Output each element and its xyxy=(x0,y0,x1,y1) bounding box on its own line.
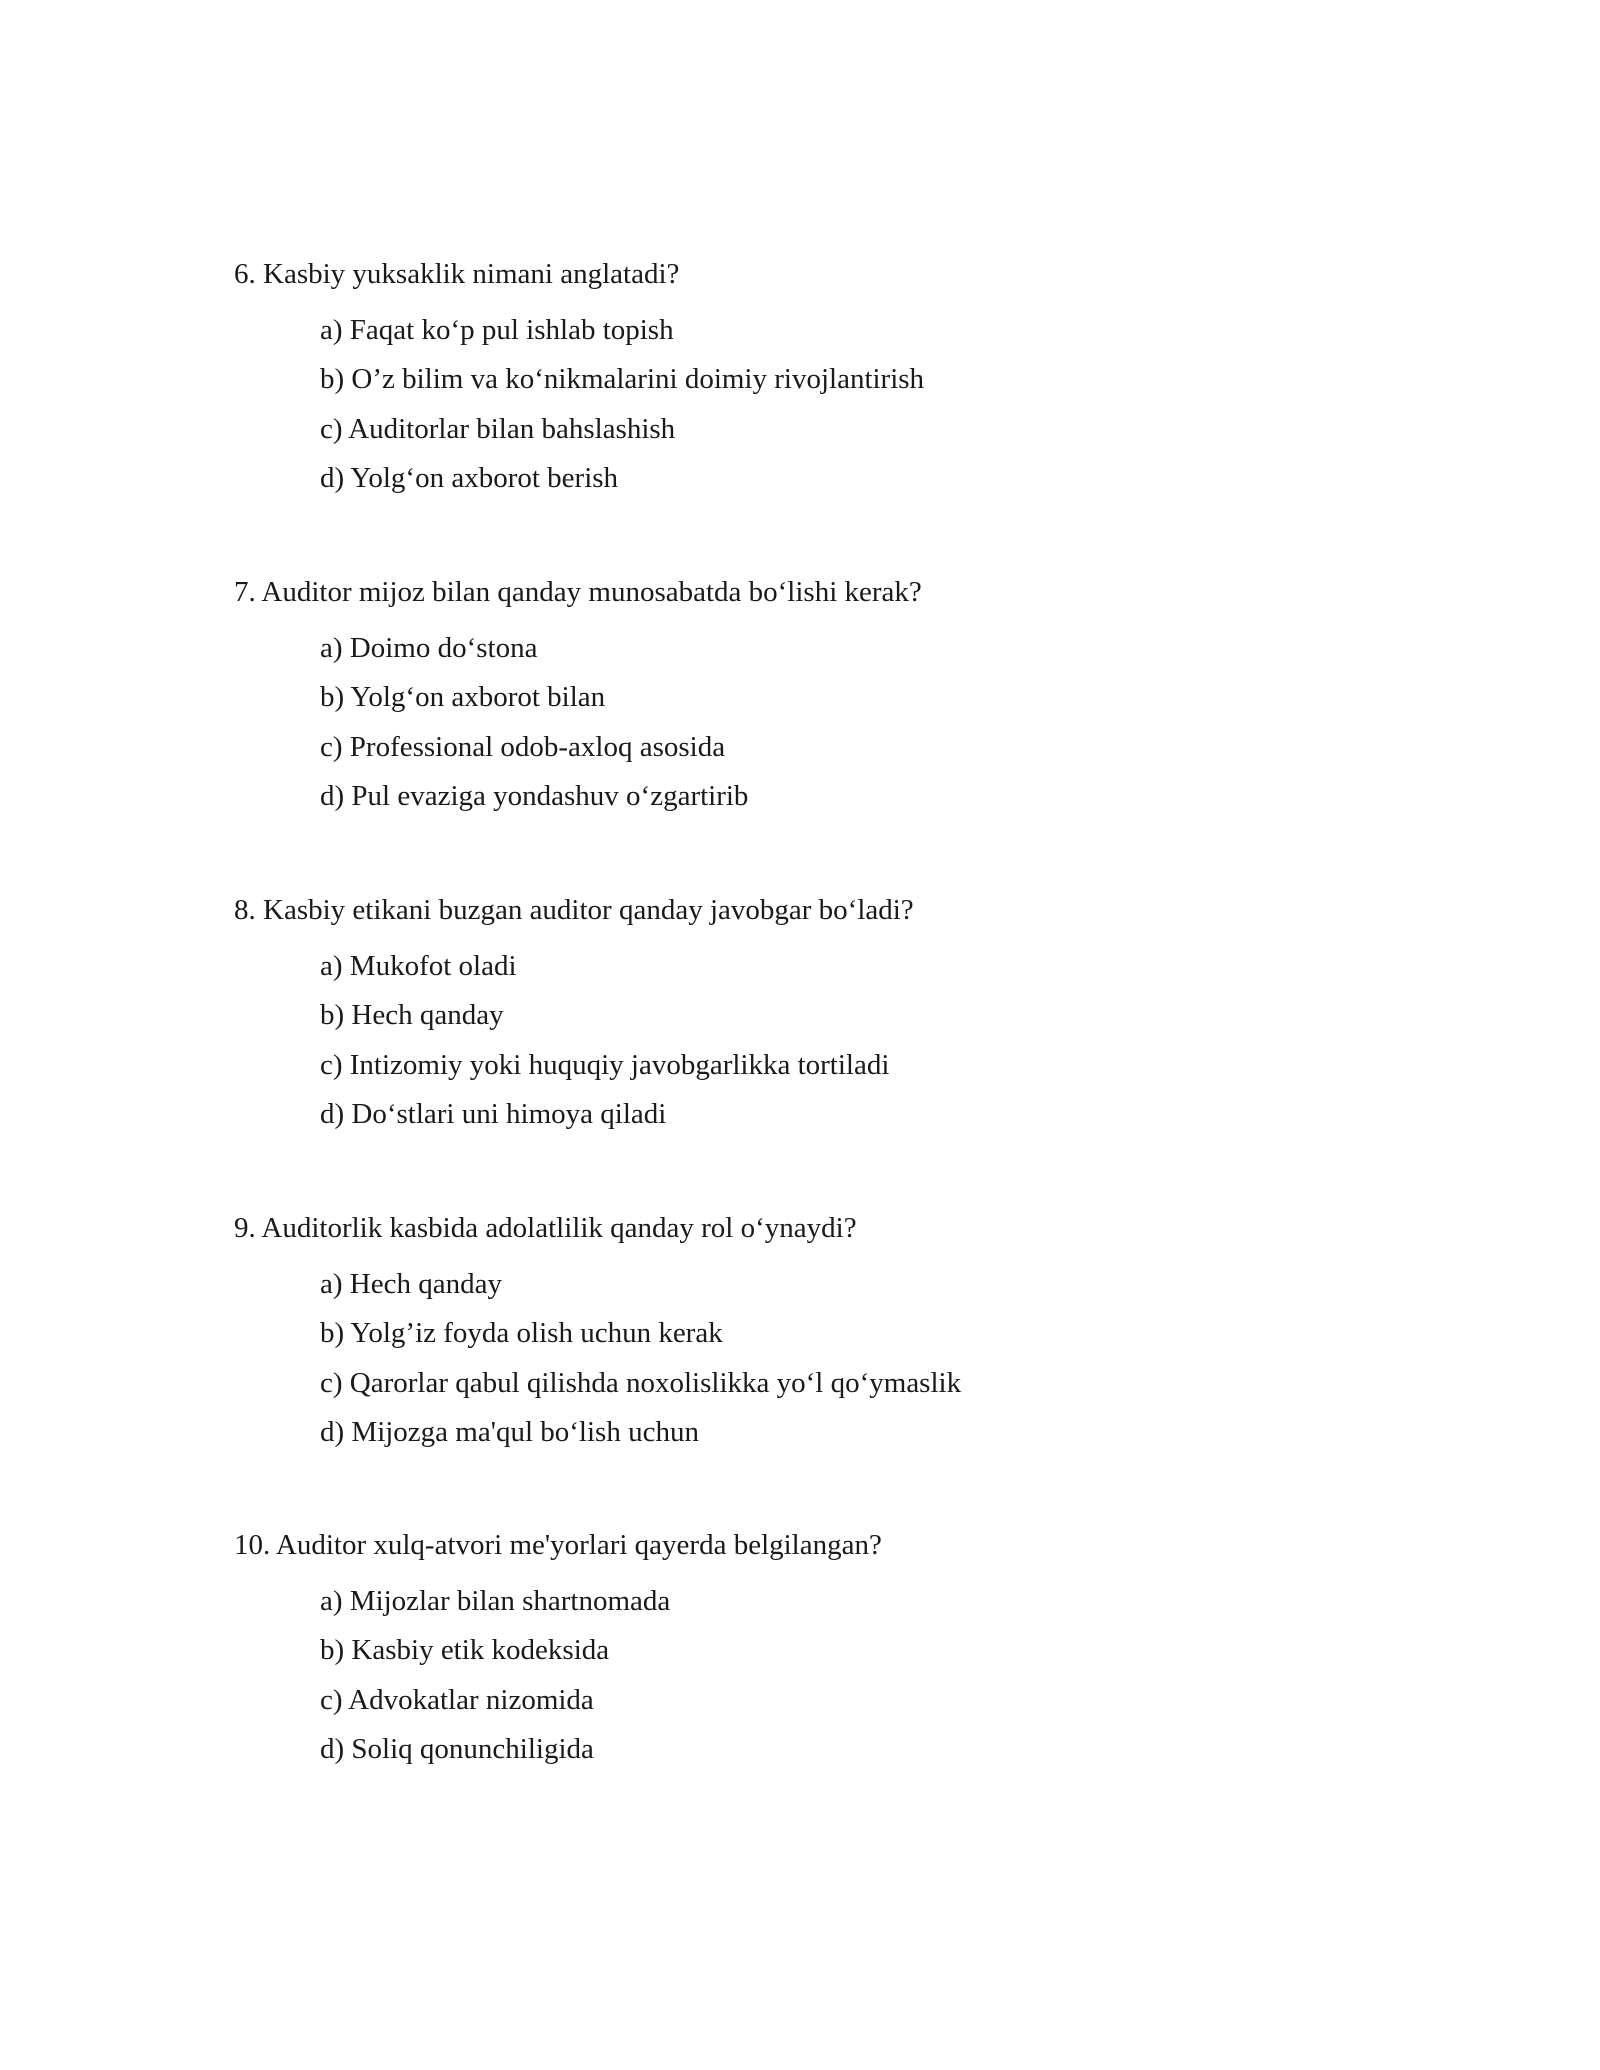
answer-option-a: a) Doimo do‘stona xyxy=(320,632,538,664)
answer-option-b: b) Yolg‘on axborot bilan xyxy=(320,681,606,714)
question-text: 9. Auditorlik kasbida adolatlilik qanday rol o‘ynaydi? xyxy=(234,1212,857,1244)
question-text: 10. Auditor xulq-atvori me'yorlari qayerda belgilangan? xyxy=(234,1529,882,1561)
question-9 xyxy=(234,1210,1434,1463)
answer-option-c: c) Qarorlar qabul qilishda noxolislikka yo‘l qo‘ymaslik xyxy=(320,1366,962,1399)
question-text: 7. Auditor mijoz bilan qanday munosabatda bo‘lishi kerak? xyxy=(234,576,922,608)
answer-option-a: a) Mijozlar bilan shartnomada xyxy=(320,1585,671,1617)
answer-option-a: a) Faqat ko‘p pul ishlab topish xyxy=(320,314,674,346)
answer-option-d: d) Mijozga ma'qul bo‘lish uchun xyxy=(320,1415,699,1448)
answer-option-b: b) O’z bilim va ko‘nikmalarini doimiy rivojlantirish xyxy=(320,363,925,396)
answer-options xyxy=(234,1266,1434,1463)
answer-option-d: d) Soliq qonunchiligida xyxy=(320,1732,594,1765)
answer-option-d: d) Do‘stlari uni himoya qiladi xyxy=(320,1097,667,1130)
answer-option-c: c) Intizomiy yoki huquqiy javobgarlikka tortiladi xyxy=(320,1048,890,1081)
question-text: 6. Kasbiy yuksaklik nimani anglatadi? xyxy=(234,258,680,290)
answer-options xyxy=(234,1583,1434,1780)
question-text: 8. Kasbiy etikani buzgan auditor qanday javobgar bo‘ladi? xyxy=(234,894,914,926)
answer-option-c: c) Advokatlar nizomida xyxy=(320,1683,594,1716)
question-10 xyxy=(234,1527,1434,1780)
question-6 xyxy=(234,256,1434,509)
answer-options xyxy=(234,630,1434,827)
question-7 xyxy=(234,574,1434,827)
answer-option-d: d) Pul evaziga yondashuv o‘zgartirib xyxy=(320,779,749,812)
answer-option-b: b) Kasbiy etik kodeksida xyxy=(320,1634,610,1667)
question-8 xyxy=(234,892,1434,1145)
answer-options xyxy=(234,312,1434,509)
answer-option-b: b) Yolg’iz foyda olish uchun kerak xyxy=(320,1317,723,1350)
answer-options xyxy=(234,948,1434,1145)
answer-option-d: d) Yolg‘on axborot berish xyxy=(320,461,619,494)
answer-option-c: c) Auditorlar bilan bahslashish xyxy=(320,412,676,445)
answer-option-a: a) Mukofot oladi xyxy=(320,950,517,982)
answer-option-b: b) Hech qanday xyxy=(320,999,504,1032)
answer-option-a: a) Hech qanday xyxy=(320,1268,502,1300)
answer-option-c: c) Professional odob-axloq asosida xyxy=(320,730,726,763)
